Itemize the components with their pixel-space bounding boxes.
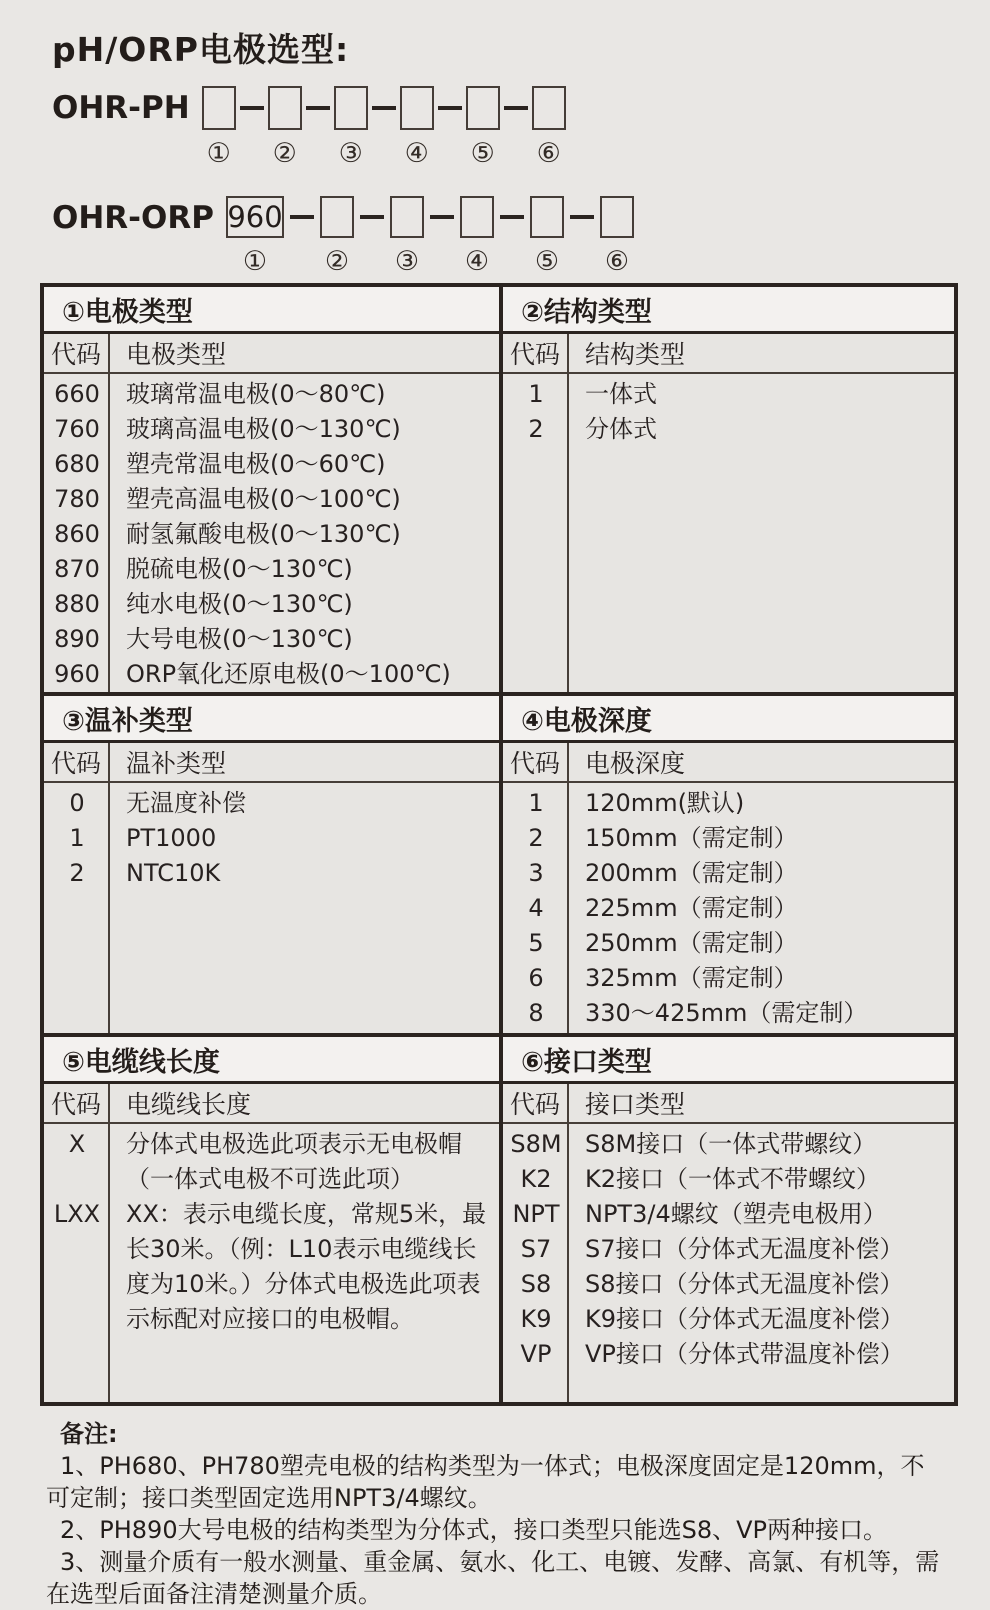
cell-description: S8接口（分体式无温度补偿） (585, 1270, 904, 1298)
model-prefix-label: OHR-PH (52, 90, 190, 126)
column-header-row (44, 334, 499, 374)
selection-table (40, 283, 958, 1406)
section-title: ①电极类型 (44, 287, 499, 334)
table-row (44, 622, 499, 657)
section-rows (503, 374, 954, 692)
cell-code: 860 (54, 520, 100, 548)
cell-description: ORP氧化还原电极(0～100℃) (126, 660, 451, 688)
position-number-5: ⑤ (534, 246, 560, 277)
table-row (503, 1232, 954, 1267)
section-title: ⑤电缆线长度 (44, 1037, 499, 1084)
cell-description: 分体式 (585, 415, 657, 443)
column-header-name: 接口类型 (585, 1090, 686, 1119)
position-number-1: ① (206, 138, 231, 169)
code-box-3 (390, 196, 424, 238)
section-cable-length (44, 1033, 499, 1402)
position-number-3: ③ (338, 138, 363, 169)
code-segment-5 (530, 196, 564, 277)
section-rows (44, 1124, 499, 1402)
column-header-row (503, 334, 954, 374)
table-row (503, 856, 954, 891)
table-row (44, 377, 499, 412)
cell-description: 分体式电极选此项表示无电极帽（一体式电极不可选此项） (126, 1130, 462, 1193)
column-header-row (503, 1084, 954, 1124)
position-number-6: ⑥ (604, 246, 630, 277)
cell-description: 耐氢氟酸电极(0～130℃) (126, 520, 401, 548)
remarks (46, 1418, 948, 1610)
column-header-code: 代码 (503, 1084, 569, 1122)
position-number-5: ⑤ (470, 138, 495, 169)
table-row (503, 1127, 954, 1162)
position-number-2: ② (324, 246, 350, 277)
code-segment-1 (226, 196, 284, 277)
cell-code: 890 (54, 625, 100, 653)
cell-code: 870 (54, 555, 100, 583)
cell-code: 6 (528, 964, 544, 992)
section-electrode-depth (499, 692, 954, 1033)
cell-code: S8 (520, 1270, 552, 1298)
table-row (44, 447, 499, 482)
remarks-heading: 备注: (60, 1420, 118, 1448)
column-header-code: 代码 (503, 334, 569, 372)
table-row (44, 412, 499, 447)
cell-code: 680 (54, 450, 100, 478)
position-number-2: ② (272, 138, 297, 169)
dash-separator (430, 215, 454, 219)
section-title: ④电极深度 (503, 696, 954, 743)
column-header-name: 温补类型 (126, 749, 227, 778)
code-box-2 (268, 86, 302, 130)
position-number-1: ① (242, 246, 268, 277)
table-row (503, 961, 954, 996)
model-code-diagram-ph (52, 86, 566, 169)
cell-description: 玻璃常温电极(0～80℃) (126, 380, 386, 408)
table-row (44, 482, 499, 517)
cell-code: NPT (512, 1200, 560, 1228)
cell-code: 8 (528, 999, 544, 1027)
dash-separator (372, 106, 396, 110)
cell-code: K9 (520, 1305, 552, 1333)
cell-code: 780 (54, 485, 100, 513)
column-header-row (44, 743, 499, 783)
cell-description: 塑壳常温电极(0～60℃) (126, 450, 386, 478)
code-segment-6 (532, 86, 566, 169)
cell-code: 0 (69, 789, 85, 817)
section-interface-type (499, 1033, 954, 1402)
remark-item-1: 1、PH680、PH780塑壳电极的结构类型为一体式；电极深度固定是120mm，不可定制；接口类型固定选用NPT3/4螺纹。 (46, 1452, 925, 1512)
code-segment-5 (466, 86, 500, 169)
table-row (503, 926, 954, 961)
cell-code: 2 (528, 824, 544, 852)
cell-description: NTC10K (126, 859, 221, 887)
cell-description: 玻璃高温电极(0～130℃) (126, 415, 401, 443)
section-title: ③温补类型 (44, 696, 499, 743)
table-row (503, 891, 954, 926)
table-row (44, 657, 499, 692)
dash-separator (306, 106, 330, 110)
cell-code: S7 (520, 1235, 552, 1263)
cell-description: NPT3/4螺纹（塑壳电极用） (585, 1200, 887, 1228)
code-box-5 (530, 196, 564, 238)
cell-code: 5 (528, 929, 544, 957)
cell-code: X (68, 1130, 86, 1158)
column-header-name: 电极类型 (126, 340, 227, 369)
cell-description: 纯水电极(0～130℃) (126, 590, 353, 618)
table-row (44, 517, 499, 552)
remark-item-2: 2、PH890大号电极的结构类型为分体式，接口类型只能选S8、VP两种接口。 (60, 1516, 887, 1544)
code-box-value: 960 (227, 200, 283, 234)
cell-code: 3 (528, 859, 544, 887)
table-row (44, 1127, 499, 1197)
table-row (503, 1162, 954, 1197)
position-number-6: ⑥ (536, 138, 561, 169)
table-row (44, 856, 499, 891)
column-header-name: 电极深度 (585, 749, 686, 778)
dash-separator (360, 215, 384, 219)
cell-code: VP (520, 1340, 552, 1368)
cell-description: 无温度补偿 (126, 789, 246, 817)
code-box-1 (226, 196, 284, 238)
table-row (503, 1337, 954, 1372)
cell-code: 2 (69, 859, 85, 887)
table-row (44, 1197, 499, 1337)
code-box-2 (320, 196, 354, 238)
table-row (503, 1267, 954, 1302)
cell-description: 250mm（需定制） (585, 929, 798, 957)
model-code-diagram-orp (52, 196, 634, 277)
code-segment-4 (400, 86, 434, 169)
cell-description: 120mm(默认) (585, 789, 745, 817)
section-temp-compensation (44, 692, 499, 1033)
code-box-4 (460, 196, 494, 238)
table-row (503, 996, 954, 1031)
cell-code: 660 (54, 380, 100, 408)
code-box-4 (400, 86, 434, 130)
cell-description: 325mm（需定制） (585, 964, 798, 992)
remark-item-3: 3、测量介质有一般水测量、重金属、氨水、化工、电镀、发酵、高氯、有机等，需在选型后面备注清楚测量介质。 (46, 1548, 940, 1608)
cell-code: K2 (520, 1165, 552, 1193)
dash-separator (438, 106, 462, 110)
code-segment-4 (460, 196, 494, 277)
dash-separator (290, 215, 314, 219)
code-box-5 (466, 86, 500, 130)
cell-description: 150mm（需定制） (585, 824, 798, 852)
position-number-3: ③ (394, 246, 420, 277)
column-header-code: 代码 (44, 1084, 110, 1122)
cell-code: LXX (53, 1200, 101, 1228)
table-row (44, 552, 499, 587)
code-segment-2 (320, 196, 354, 277)
section-electrode-type (44, 287, 499, 692)
code-box-6 (600, 196, 634, 238)
cell-description: 330～425mm（需定制） (585, 999, 868, 1027)
table-row (44, 786, 499, 821)
table-row (503, 377, 954, 412)
column-header-code: 代码 (44, 334, 110, 372)
table-row (503, 1197, 954, 1232)
section-title: ⑥接口类型 (503, 1037, 954, 1084)
cell-code: S8M (510, 1130, 562, 1158)
cell-code: 2 (528, 415, 544, 443)
table-row (503, 1302, 954, 1337)
page-title: pH/ORP电极选型: (52, 30, 350, 69)
cell-code: 4 (528, 894, 544, 922)
column-header-name: 电缆线长度 (126, 1090, 252, 1119)
table-row (503, 821, 954, 856)
section-rows (44, 783, 499, 1033)
code-segment-2 (268, 86, 302, 169)
code-segment-3 (390, 196, 424, 277)
cell-description: K9接口（分体式无温度补偿） (585, 1305, 905, 1333)
code-segment-1 (202, 86, 236, 169)
table-row (503, 786, 954, 821)
model-prefix-label: OHR-ORP (52, 200, 214, 236)
dash-separator (570, 215, 594, 219)
column-header-row (44, 1084, 499, 1124)
section-rows (503, 783, 954, 1033)
section-structure-type (499, 287, 954, 692)
cell-description: K2接口（一体式不带螺纹） (585, 1165, 881, 1193)
cell-code: 960 (54, 660, 100, 688)
cell-code: 1 (528, 789, 544, 817)
code-segment-3 (334, 86, 368, 169)
cell-description: S8M接口（一体式带螺纹） (585, 1130, 877, 1158)
cell-code: 760 (54, 415, 100, 443)
table-row (44, 587, 499, 622)
cell-description: PT1000 (126, 824, 217, 852)
code-box-6 (532, 86, 566, 130)
column-header-code: 代码 (503, 743, 569, 781)
section-title: ②结构类型 (503, 287, 954, 334)
cell-code: 1 (528, 380, 544, 408)
cell-code: 1 (69, 824, 85, 852)
dash-separator (500, 215, 524, 219)
code-box-3 (334, 86, 368, 130)
cell-description: VP接口（分体式带温度补偿） (585, 1340, 904, 1368)
table-row (44, 821, 499, 856)
column-header-name: 结构类型 (585, 340, 686, 369)
dash-separator (504, 106, 528, 110)
position-number-4: ④ (404, 138, 429, 169)
table-row (503, 412, 954, 447)
cell-description: 大号电极(0～130℃) (126, 625, 353, 653)
column-header-code: 代码 (44, 743, 110, 781)
cell-code: 880 (54, 590, 100, 618)
cell-description: S7接口（分体式无温度补偿） (585, 1235, 904, 1263)
cell-description: 脱硫电极(0～130℃) (126, 555, 353, 583)
section-rows (44, 374, 499, 692)
column-header-row (503, 743, 954, 783)
cell-description: XX：表示电缆长度，常规5米，最长30米。（例：L10表示电缆线长度为10米。）分体式电极选此项表示标配对应接口的电极帽。 (126, 1200, 487, 1333)
dash-separator (240, 106, 264, 110)
cell-description: 200mm（需定制） (585, 859, 798, 887)
cell-description: 一体式 (585, 380, 657, 408)
position-number-4: ④ (464, 246, 490, 277)
cell-description: 塑壳高温电极(0～100℃) (126, 485, 401, 513)
code-box-1 (202, 86, 236, 130)
section-rows (503, 1124, 954, 1402)
code-segment-6 (600, 196, 634, 277)
cell-description: 225mm（需定制） (585, 894, 798, 922)
